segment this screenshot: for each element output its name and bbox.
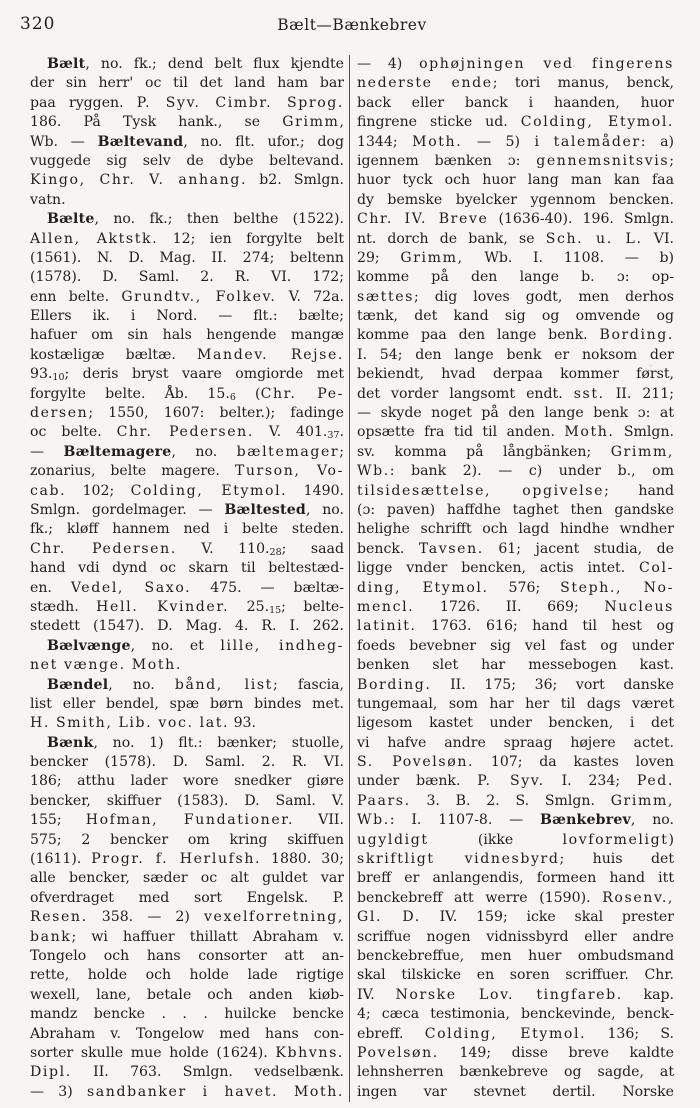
text-line: fingrene sticke ud. Colding, Etymol. <box>357 114 675 131</box>
running-title: Bælt—Bænkebrev <box>277 16 427 34</box>
text-line: (ɔ: paven) haffdhe taghet then gandske <box>357 501 674 518</box>
text-line: benckebreff att werre (1590). Rosenv., <box>357 889 674 906</box>
text-line: Smlgn. gordelmager. — Bæltested, no. <box>30 501 344 518</box>
text-line: under bænk. P. Syv. I. 234; Ped. <box>357 773 674 790</box>
text-line: 4; cæca testimonia, benckevinde, benck- <box>357 1006 674 1023</box>
text-line: dersen; 1550, 1607: belter.); fadinge <box>30 405 344 422</box>
text-line: skriftligt vidnesbyrd; huis det <box>357 851 674 868</box>
text-line: ugyldigt (ikke lovformeligt) <box>357 831 674 848</box>
text-line: sv. komma på långbänken; Grimm, <box>357 443 674 460</box>
text-line: Paars. 3. B. 2. S. Smlgn. Grimm, <box>357 792 674 809</box>
text-line: — 3) sandbanker i havet. Moth. <box>30 1083 344 1100</box>
text-line: forgylte belte. Åb. $15._6$ (Chr. Pe- <box>30 385 344 403</box>
column-divider <box>349 55 350 1102</box>
text-line: zonarius, belte magere. Turson, Vo- <box>30 463 344 480</box>
text-line: Kingo, Chr. V. anhang. b2. Smlgn. <box>30 172 344 189</box>
text-line: fk.; kløff hannem ned i belte steden. <box>30 521 344 538</box>
text-line: Ellers ik. i Nord. — flt.: bælte; <box>30 308 344 325</box>
text-line: vi hafve andre spraag højere actet. <box>357 734 674 751</box>
text-line: bekiendt, hvad derpaa kommer først, <box>357 366 674 383</box>
text-line: Resen. 358. — 2) vexelforretning, <box>30 909 344 926</box>
text-line: 29; Grimm, Wb. I. 1108. — b) <box>357 249 674 266</box>
text-line: — 4) ophøjningen ved fingerens <box>357 56 674 72</box>
text-line: Allen, Aktstk. 12; ien forgylte belt <box>30 230 344 247</box>
text-line: rette, holde och holde lade rigtige <box>30 967 344 984</box>
text-line: 155; Hofman, Fundationer. VII. <box>30 812 344 829</box>
text-line: benckebreffue, men huer ombudsmand <box>357 947 674 964</box>
text-line: Wb.: bank 2). — c) under b., om <box>357 463 674 480</box>
text-line: det vorder langsomt endt. sst. II. 211; <box>357 385 674 402</box>
text-line: benken slet har messebogen kast. <box>357 657 674 674</box>
column-left <box>30 55 344 1102</box>
text-line: dy bemske byelcker ygennom bencken. <box>357 191 674 208</box>
text-line: (1561). N. D. Mag. II. 274; beltenn <box>30 249 344 266</box>
text-line: mencl. 1726. II. 669; Nucleus <box>357 598 674 615</box>
text-line: 575; 2 bencker om kring skiffuen <box>30 831 344 848</box>
page-number: 320 <box>20 14 56 34</box>
entry-paragraph <box>30 637 344 676</box>
text-line: H. Smith, Lib. voc. lat. 93. <box>30 715 256 732</box>
text-line: hand vdi dynd oc skarn til beltestæd- <box>30 560 344 577</box>
text-line: tilsidesættelse, opgivelse; hand <box>357 482 674 499</box>
text-line: Bælte, no. fk.; then belthe (1522). <box>47 211 344 228</box>
text-line: (1611). Progr. f. Herlufsh. 1880. 30; <box>30 851 344 868</box>
text-line: hafuer om sin hals hengende mangæ <box>30 327 344 344</box>
text-line: vatn. <box>30 191 66 208</box>
text-line: Bording. II. 175; 36; vort danske <box>357 676 674 693</box>
text-line: stedett (1547). D. Mag. 4. R. I. 262. <box>30 618 344 635</box>
text-line: alle bencker, sæder oc alt guldet var <box>30 870 344 887</box>
text-line: benck. Tavsen. 61; jacent studia, de <box>357 540 674 557</box>
text-line: ligge vnder bencken, actis intet. Col- <box>357 560 674 577</box>
column-right <box>357 55 674 1102</box>
page-header <box>20 14 674 44</box>
text-line: back eller banck i haanden, huor <box>357 94 674 111</box>
text-line: enn belte. Grundtv., Folkev. V. 72a. <box>30 288 344 305</box>
text-line: latinit. 1763. 616; hand til hest og <box>357 618 674 635</box>
text-line: Chr. Pedersen. V. $110._{28}$; saad <box>30 540 344 558</box>
text-line: ding, Etymol. 576; Steph., No- <box>357 579 674 596</box>
text-line: S. Povelsøn. 107; da kastes loven <box>357 754 675 771</box>
text-line: foeds bevebner sig vel fast og under <box>357 637 674 654</box>
text-line: bank; wi haffuer thillatt Abraham v. <box>30 928 344 945</box>
text-line: huor tyck och huor lang man kan faa <box>357 172 674 189</box>
text-line: vuggede sig selv de dybe beltevand. <box>30 152 344 169</box>
text-line: Bælt, no. fk.; dend belt flux kjendte <box>47 56 344 72</box>
text-line: Bændel, no. bånd, list; fascia, <box>47 676 344 693</box>
text-line: nederste ende; tori manus, benck, <box>357 75 674 92</box>
text-line: skal tilskicke en soren scriffuer. Chr. <box>357 967 674 984</box>
text-line: 186. På Tysk hank., se Grimm, <box>30 114 344 131</box>
text-line: Bænk, no. 1) flt.: bænker; stuolle, <box>47 734 344 751</box>
text-line: 186; atthu lader wore snedker giøre <box>30 773 344 790</box>
text-line: lehnsherren bænkebreve og sagde, at <box>357 1064 674 1081</box>
text-line: nt. dorch de bank, se Sch. u. L. VI. <box>357 230 674 247</box>
text-line: 1344; Moth. — 5) i talemåder: a) <box>357 133 674 150</box>
text-line: net vænge. Moth. <box>30 657 182 674</box>
text-line: kostæligæ bæltæ. Mandev. Rejse. <box>30 346 344 363</box>
text-line: Dipl. II. 763. Smlgn. vedselbænk. <box>30 1064 344 1081</box>
text-line: komme paa den lange benk. Bording. <box>357 327 674 344</box>
text-line: stædh. Hell. Kvinder. $25._{15}$; belte- <box>30 598 344 616</box>
text-line: Chr. IV. Breve (1636-40). 196. Smlgn. <box>357 211 675 228</box>
text-line: — skyde noget på den lange benk ɔ: at <box>357 405 674 422</box>
text-line: $93._{10}$; deris bryst vaare omgiorde met <box>30 366 344 384</box>
text-line: Wb.: I. 1107-8. — Bænkebrev, no. <box>357 812 674 829</box>
text-line: sættes; dig loves godt, men derhos <box>357 288 674 305</box>
text-line: (1578). D. Saml. 2. R. VI. 172; <box>30 269 344 286</box>
text-line: der sin herr' oc til det land ham bar <box>30 75 344 92</box>
text-line: Bælvænge, no. et lille, indheg- <box>47 637 344 654</box>
text-line: en. Vedel, Saxo. 475. — bæltæ- <box>30 579 344 596</box>
text-line: oc belte. Chr. Pedersen. V. $401._{37}$. <box>30 424 344 442</box>
text-line: paa ryggen. P. Syv. Cimbr. Sprog. <box>30 94 344 111</box>
text-line: igennem bænken ɔ: gennemsnitsvis; <box>357 152 674 169</box>
text-line: mandz bencke . . . huilcke bencke <box>30 1006 344 1023</box>
text-line: ligesom kastet under bencken, i det <box>357 715 674 732</box>
text-line: Gl. D. IV. 159; icke skal prester <box>357 909 674 926</box>
text-line: wexell, lane, betale och anden kiøb- <box>30 986 344 1003</box>
text-line: Abraham v. Tongelow med hans con- <box>30 1025 344 1042</box>
text-line: cab. 102; Colding, Etymol. 1490. <box>30 482 345 499</box>
text-line: tænk, det kand sig og omvende og <box>357 308 674 325</box>
text-line: Wb. — Bæltevand, no. flt. ufor.; dog <box>30 133 344 150</box>
entry-paragraph <box>30 210 344 637</box>
text-line: bencker, skiffuer (1583). D. Saml. V. <box>30 792 344 809</box>
text-line: ofverdraget med sort Engelsk. P. <box>30 889 344 906</box>
entry-paragraph <box>30 734 344 1102</box>
text-line: I. 54; den lange benk er noksom der <box>357 346 674 363</box>
page-body <box>30 55 674 1102</box>
entry-paragraph <box>357 55 674 1102</box>
text-line: Povelsøn. 149; disse breve kaldte <box>357 1044 674 1061</box>
text-line: helighe schrifft och lagd hindhe wndher <box>357 521 674 538</box>
text-line: komme på den lange b. ɔ: op- <box>357 269 674 286</box>
text-line: ebreff. Colding, Etymol. 136; S. <box>357 1025 674 1042</box>
text-line: tungemaal, som har her til dags været <box>357 695 674 712</box>
entry-paragraph <box>30 55 344 210</box>
text-line: list eller bendel, spæ børn bindes met. <box>30 695 344 712</box>
text-line: IV. Norske Lov. tingfareb. kap. <box>357 986 674 1003</box>
text-line: Tongelo och hans consorter att an- <box>30 947 344 964</box>
text-line: opsætte fra tid til anden. Moth. Smlgn. <box>357 424 674 441</box>
text-line: scriffue nogen vidnissbyrd eller andre <box>357 928 674 945</box>
text-line: ingen var stevnet dertil. Norske <box>357 1083 674 1100</box>
text-line: bencker (1578). D. Saml. 2. R. VI. <box>30 754 344 771</box>
text-line: sorter skulle mue holde (1624). Kbhvns. <box>30 1044 344 1061</box>
text-line: breff er anlangendis, formeen hand itt <box>357 870 674 887</box>
text-line: — Bæltemagere, no. bæltemager; <box>30 443 345 460</box>
entry-paragraph <box>30 676 344 734</box>
